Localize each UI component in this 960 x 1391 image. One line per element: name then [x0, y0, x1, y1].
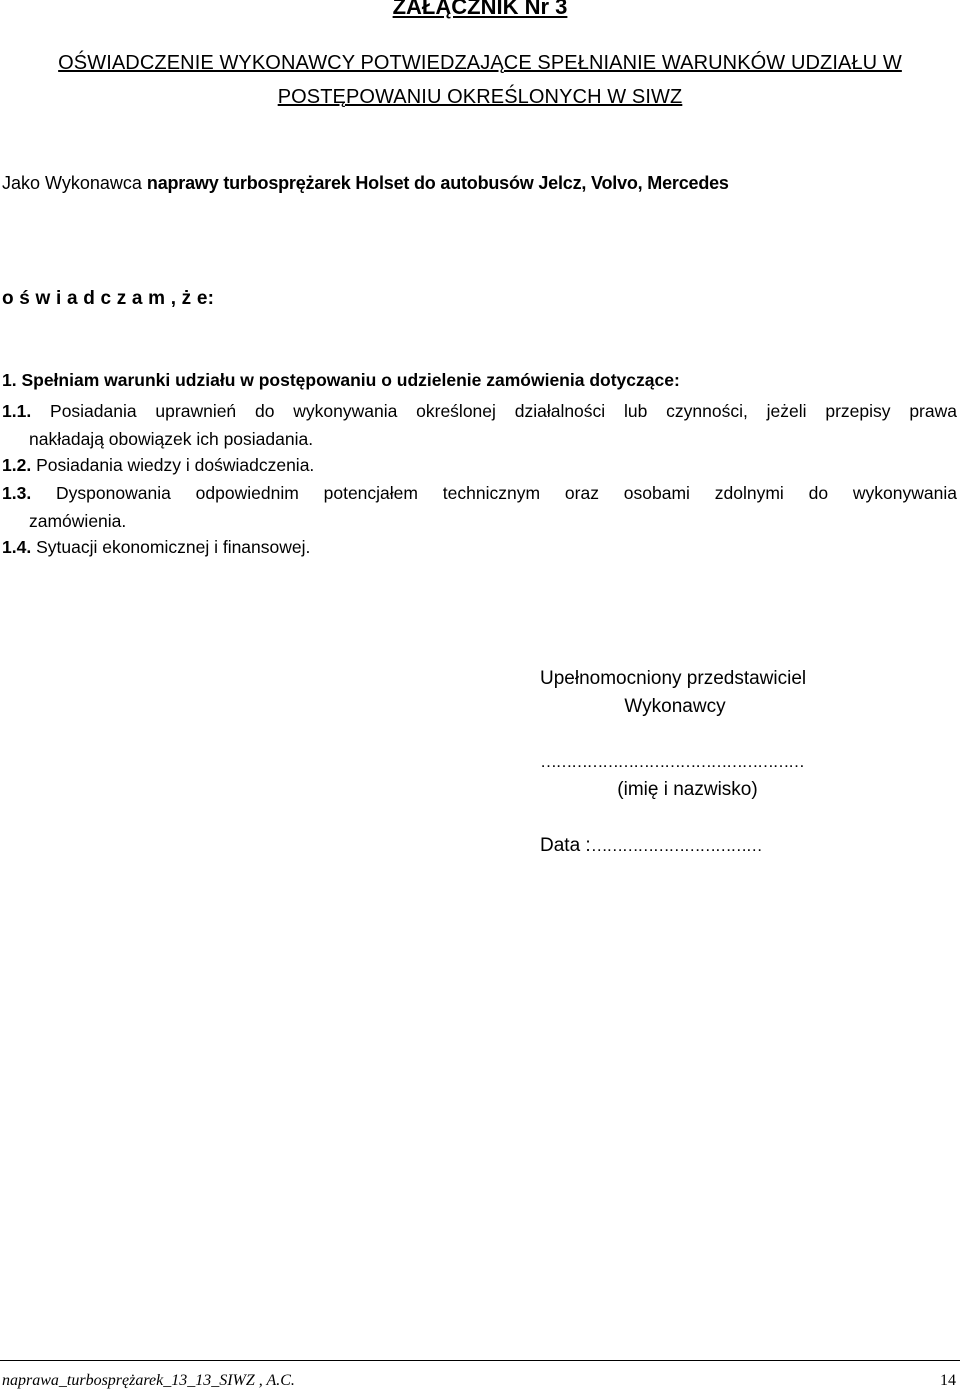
condition-text: Sytuacji ekonomicznej i finansowej.	[36, 537, 311, 557]
conditions-heading: 1. Spełniam warunki udziału w postępowaniu o udzielenie zamówienia dotyczące:	[2, 370, 680, 390]
condition-text: Posiadania wiedzy i doświadczenia.	[36, 455, 315, 475]
condition-item-1-2	[2, 455, 314, 476]
condition-item-1-1	[2, 401, 957, 422]
footer-divider	[0, 1360, 960, 1361]
declaration-heading: o ś w i a d c z a m , ż e:	[2, 288, 215, 309]
condition-number: 1.2.	[2, 455, 32, 475]
signature-name-caption: (imię i nazwisko)	[617, 779, 758, 800]
annex-title: ZAŁĄCZNIK Nr 3	[392, 0, 568, 19]
signature-role-line-2: Wykonawcy	[624, 696, 726, 717]
intro-sentence	[2, 173, 729, 194]
condition-item-1-1-continuation: nakładają obowiązek ich posiadania.	[29, 429, 314, 449]
condition-number: 1.4.	[2, 537, 32, 557]
signature-dotted-line: ……………………………………………	[540, 752, 804, 771]
condition-item-1-3-continuation: zamówienia.	[29, 511, 127, 531]
condition-number: 1.3.	[2, 483, 32, 503]
date-dotted-line: ……………………………	[590, 836, 762, 855]
condition-text: Dysponowania odpowiednim potencjałem technicznym oraz osobami zdolnymi do wykonywania	[56, 483, 957, 503]
signature-date	[540, 835, 840, 857]
signature-role-line-1: Upełnomocniony przedstawiciel	[540, 668, 807, 689]
document-heading-line-2: POSTĘPOWANIU OKREŚLONYCH W SIWZ	[277, 86, 683, 108]
condition-item-1-3	[2, 483, 957, 504]
footer-page-number: 14	[940, 1372, 956, 1389]
condition-number: 1.1.	[2, 401, 32, 421]
condition-item-1-4	[2, 537, 310, 558]
footer-filename: naprawa_turbosprężarek_13_13_SIWZ , A.C.	[2, 1372, 295, 1389]
condition-text: Posiadania uprawnień do wykonywania określonej działalności lub czynności, jeżeli przepisy prawa	[50, 401, 957, 421]
date-label: Data :	[540, 835, 591, 856]
document-heading-line-1: OŚWIADCZENIE WYKONAWCY POTWIEDZAJĄCE SPEŁNIANIE WARUNKÓW UDZIAŁU W	[58, 52, 902, 74]
intro-subject: naprawy turbosprężarek Holset do autobusów Jelcz, Volvo, Mercedes	[146, 173, 729, 193]
intro-prefix: Jako Wykonawca	[2, 173, 147, 193]
